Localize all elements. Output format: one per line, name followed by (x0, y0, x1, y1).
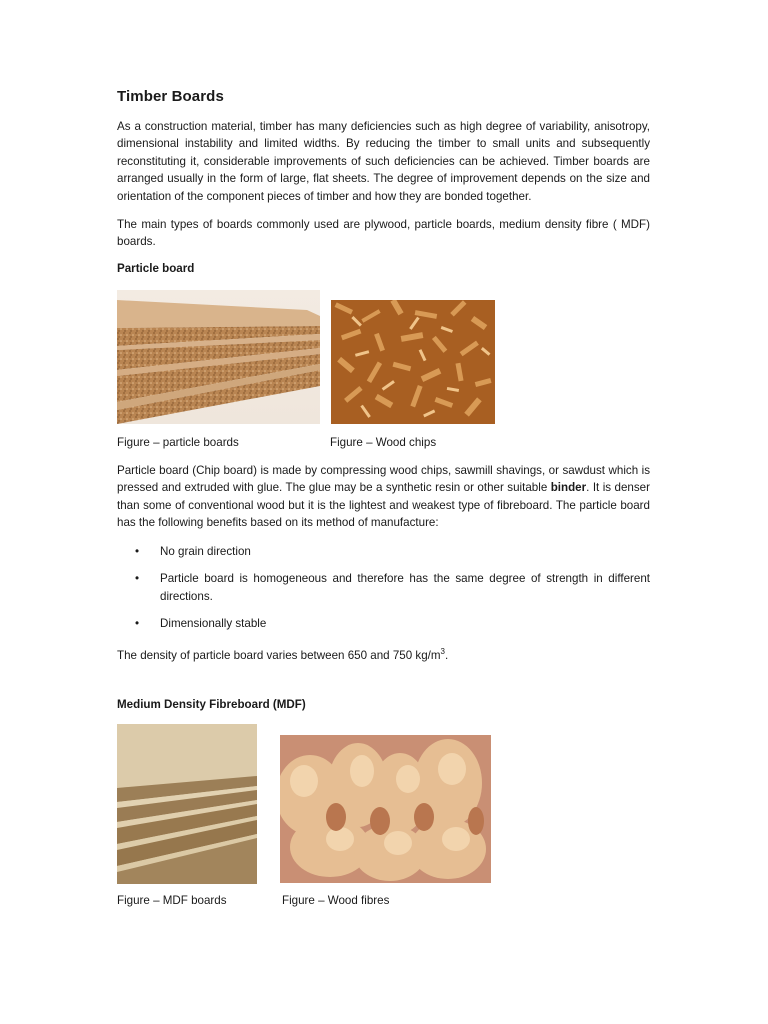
particle-boards-image (117, 290, 320, 424)
benefit-text: Dimensionally stable (160, 617, 267, 631)
page-title: Timber Boards (117, 88, 224, 105)
density-paragraph (117, 643, 650, 664)
wood-fibres-caption: Figure – Wood fibres (282, 894, 390, 907)
list-item (117, 570, 650, 605)
description-text-start: Particle board (Chip board) is made by compressing wood chips, sawmill shavings, or sawdust which is pressed and extruded with glue. The glue may be a synthetic resin or other suitable (117, 464, 650, 495)
wood-fibres-image (280, 735, 491, 883)
intro-paragraph-1: As a construction material, timber has many deficiencies such as high degree of variability, anisotropy, dimensional instability and limited widths. By reducing the timber to small units and subsequently reconstituting it, considerable improvements of such deficiencies can be achieved. Timber boards are arranged usually in the form of large, flat sheets. The degree of improvement depends on the size and orientation of the component pieces of timber and how they are bonded together. (117, 120, 650, 203)
list-item (117, 543, 650, 560)
particle-board-description (117, 462, 650, 532)
benefit-text: No grain direction (160, 545, 251, 558)
benefits-list (117, 543, 650, 633)
mdf-heading: Medium Density Fibreboard (MDF) (117, 698, 306, 711)
bullet-icon: • (135, 617, 140, 631)
mdf-boards-caption: Figure – MDF boards (117, 894, 227, 907)
particle-board-heading: Particle board (117, 262, 195, 275)
benefit-text: Particle board is homogeneous and therefore has the same degree of strength in different directions. (160, 572, 650, 603)
density-text: The density of particle board varies between 650 and 750 kg/m (117, 648, 441, 662)
density-period: . (445, 648, 449, 662)
wood-chips-image (331, 300, 495, 424)
mdf-boards-image (117, 724, 257, 884)
list-item (117, 615, 650, 632)
bullet-icon: • (135, 572, 140, 586)
bullet-icon: • (135, 545, 140, 558)
intro-paragraph-2: The main types of boards commonly used are plywood, particle boards, medium density fibre ( MDF) boards. (117, 218, 650, 249)
binder-term: binder (550, 481, 587, 495)
description-text-end: . It is denser than some of conventional wood but it is the lightest and weakest type of fibreboard. The particle board has the following benefits based on its method of manufacture: (117, 481, 650, 530)
wood-chips-caption: Figure – Wood chips (330, 436, 437, 449)
density-superscript: 3 (440, 647, 445, 656)
particle-boards-caption: Figure – particle boards (117, 436, 239, 449)
